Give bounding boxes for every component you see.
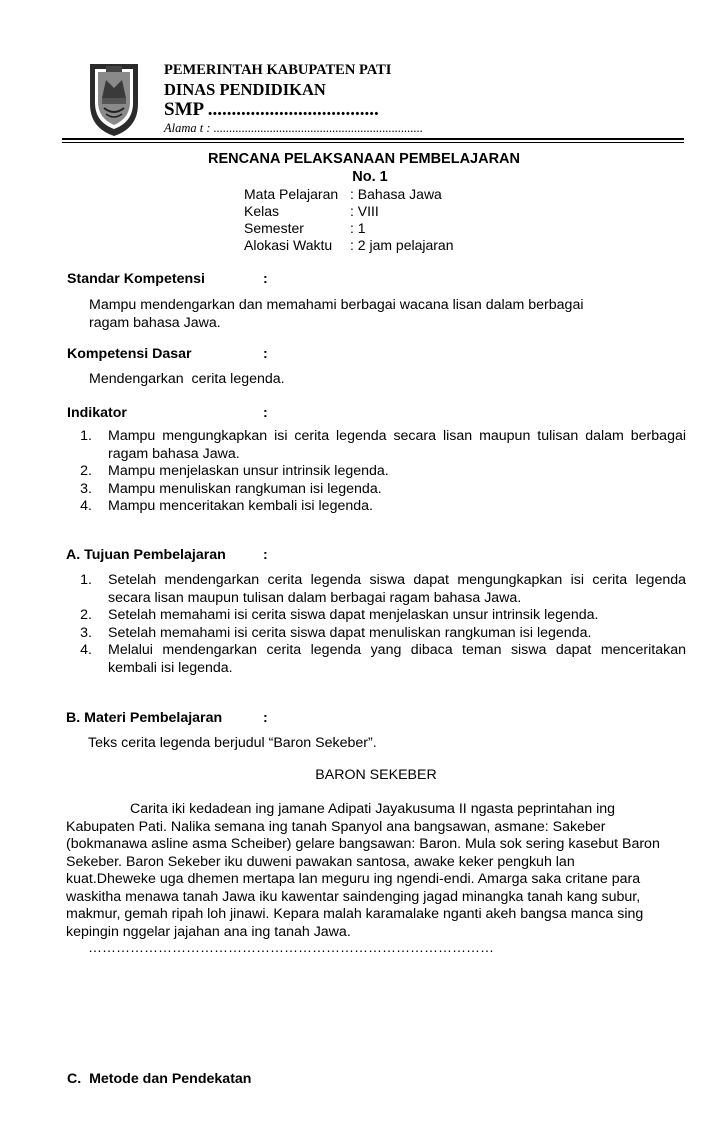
list-item — [66, 481, 686, 499]
story-line: Carita iki kedadean ing jamane Adipati Jayakusuma II ngasta peprintahan ing — [130, 801, 616, 817]
story-line: waskitha menawa tanah Jawa iku kawentar saindenging jagad minangka tanah kang subur, — [66, 888, 641, 905]
list-item — [66, 625, 686, 643]
info-key: Kelas — [244, 203, 280, 219]
kabupaten-pati-emblem — [84, 58, 144, 138]
list-item — [66, 428, 686, 463]
story-title: BARON SEKEBER — [315, 767, 437, 783]
info-value: : VIII — [350, 203, 379, 219]
item-text: Mampu menjelaskan unsur intrinsik legenda. — [108, 463, 389, 479]
item-text: Mampu menuliskan rangkuman isi legenda. — [108, 480, 382, 497]
info-row-subject — [244, 186, 454, 203]
item-text: Melalui mendengarkan cerita legenda yang dibaca teman siswa dapat menceritakan kembali isi legenda. — [108, 642, 686, 676]
item-text: Mampu mengungkapkan isi cerita legenda secara lisan maupun tulisan dalam berbagai ragam bahasa Jawa. — [108, 428, 686, 462]
header-government: PEMERINTAH KABUPATEN PATI — [164, 62, 392, 78]
item-number: 3. — [80, 480, 92, 497]
indikator-label: Indikator — [67, 405, 127, 421]
story-ellipsis: …………………………………………………………………………… — [88, 939, 494, 955]
standar-kompetensi-text: Mampu mendengarkan dan memahami berbagai wacana lisan dalam berbagai ragam bahasa Jawa. — [89, 297, 584, 331]
list-item — [66, 642, 686, 677]
materi-colon: : — [263, 710, 268, 726]
item-number: 1. — [80, 572, 92, 588]
tujuan-colon: : — [263, 547, 268, 563]
materi-label: B. Materi Pembelajaran — [66, 710, 223, 726]
header-rule-thin — [62, 142, 684, 143]
item-number: 4. — [80, 498, 92, 514]
standar-kompetensi-label: Standar Kompetensi — [67, 271, 205, 287]
tujuan-list — [66, 572, 686, 677]
story-line: Sekeber. Baron Sekeber iku duweni pawakan santosa, awake keker pengkuh lan — [66, 853, 575, 870]
header-school: SMP .................................... — [164, 99, 379, 120]
header-rule-thick — [62, 138, 684, 140]
list-item — [66, 572, 686, 607]
metode-label: C. Metode dan Pendekatan — [67, 1071, 252, 1087]
info-value: : 2 jam pelajaran — [350, 237, 454, 253]
story-line: makmur, gemah ripah loh jinawi. Kepara malah karamalake nganti akeh bangsa manca sing — [66, 906, 644, 922]
indikator-colon: : — [263, 405, 268, 421]
indikator-list — [66, 428, 686, 516]
materi-intro: Teks cerita legenda berjudul “Baron Sekeber”. — [88, 735, 377, 751]
list-item — [66, 498, 686, 516]
info-value: : Bahasa Jawa — [350, 186, 442, 202]
document-number: No. 1 — [352, 169, 388, 185]
info-value: : 1 — [350, 220, 366, 236]
header-department: DINAS PENDIDIKAN — [164, 80, 326, 99]
item-number: 1. — [80, 428, 92, 444]
lesson-info-table — [244, 186, 454, 254]
info-row-class — [244, 203, 454, 220]
item-text: Mampu menceritakan kembali isi legenda. — [108, 498, 373, 514]
kompetensi-dasar-text: Mendengarkan cerita legenda. — [89, 371, 285, 387]
kompetensi-dasar-label: Kompetensi Dasar — [67, 346, 192, 362]
standar-kompetensi-colon: : — [263, 271, 268, 287]
item-number: 2. — [80, 463, 92, 479]
list-item — [66, 463, 686, 481]
item-number: 4. — [80, 642, 92, 658]
info-key: Semester — [244, 220, 304, 236]
story-line: kuat.Dheweke uga dhemen mertapa lan meguru ing ngendi-endi. Amarga saka critane para — [66, 871, 641, 887]
info-row-duration — [244, 237, 454, 254]
item-text: Setelah memahami isi cerita siswa dapat menjelaskan unsur intrinsik legenda. — [108, 607, 599, 623]
info-key: Mata Pelajaran — [244, 186, 339, 202]
story-line: (bokmanawa asline asma Scheiber) gelare bangsawan: Baron. Mula sok sering kasebut Baron — [66, 836, 660, 852]
info-row-semester — [244, 220, 454, 237]
header-address: Alama t : ................................................................... — [164, 121, 424, 135]
story-body — [66, 801, 686, 941]
kompetensi-dasar-colon: : — [263, 346, 268, 362]
tujuan-label: A. Tujuan Pembelajaran — [66, 547, 226, 563]
item-text: Setelah memahami isi cerita siswa dapat menuliskan rangkuman isi legenda. — [108, 624, 592, 641]
item-text: Setelah mendengarkan cerita legenda siswa dapat mengungkapkan isi cerita legenda secara lisan maupun tulisan dalam berbagai ragam bahasa Jawa. — [108, 572, 686, 606]
info-key: Alokasi Waktu — [244, 237, 333, 253]
list-item — [66, 607, 686, 625]
item-number: 3. — [80, 624, 92, 641]
item-number: 2. — [80, 607, 92, 623]
story-line: kepingin nggelar jajahan ana ing tanah Jawa. — [66, 923, 351, 940]
document-title: RENCANA PELAKSANAAN PEMBELAJARAN — [207, 151, 521, 167]
story-line: Kabupaten Pati. Nalika semana ing tanah Spanyol ana bangsawan, asmane: Sakeber — [66, 818, 606, 835]
